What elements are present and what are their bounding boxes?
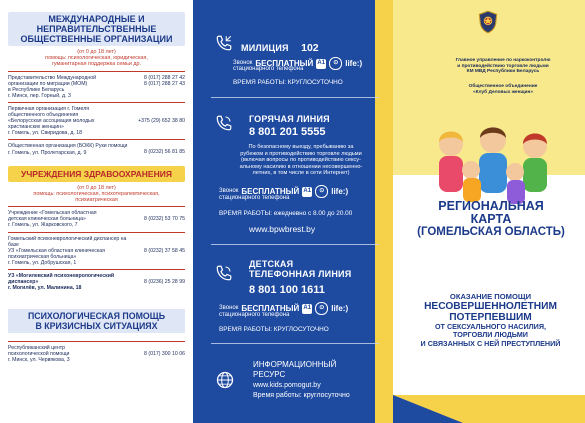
free-call-row: Звонок БЕСПЛАТНЫЙ A1 ⊙ life:)	[219, 304, 349, 313]
child-line-hours: ВРЕМЯ РАБОТЫ: КРУГЛОСУТОЧНО	[219, 326, 329, 333]
hotline-number: 8 801 201 5555	[249, 126, 326, 138]
org-entry: Первичная организация г. Гомеля общественного объединения «Белорусская ассоциация молодых христианских женщин» г. Гомель, ул. Свиридова, д. 18 +375 (29) 652 38 80	[8, 105, 185, 137]
phone-icon	[215, 114, 233, 132]
footer-accent	[393, 395, 463, 423]
left-panel	[0, 0, 193, 423]
globe-icon	[215, 370, 235, 390]
divider	[8, 269, 185, 270]
life-logo-icon: ⊙	[315, 302, 328, 315]
page-subtitle: ОКАЗАНИЕ ПОМОЩИ НЕСОВЕРШЕННОЛЕТНИМ ПОТЕРПЕВШИМ ОТ СЕКСУАЛЬНОГО НАСИЛИЯ, ТОРГОВЛИ ЛЮДЬМИ И СВЯЗАННЫХ С НЕЙ ПРЕСТУПЛЕНИЙ	[420, 292, 561, 348]
divider	[8, 102, 185, 103]
a1-logo-icon: A1	[316, 59, 326, 69]
info-hours: Время работы: круглосуточно	[253, 392, 350, 399]
life-logo-icon: ⊙	[329, 57, 342, 70]
divider	[211, 97, 379, 98]
hotline-hours: ВРЕМЯ РАБОТЫ: ежедневно с 8.00 до 20.00	[219, 210, 353, 217]
free-call-row: Звонок БЕСПЛАТНЫЙ A1 ⊙ life:)	[219, 187, 349, 196]
phone-icon	[215, 34, 233, 52]
hotline-description: По безопасному выезду, пребыванию за рубежом и противодействию торговле людьми (включая вопросы по противодействию сексу- альному насилию в отношении несовершенно- летних, в том числе в сети Интернет)	[239, 144, 363, 177]
section-header-health: УЧРЕЖДЕНИЯ ЗДРАВООХРАНЕНИЯ	[8, 166, 185, 182]
section-note: (от 0 до 18 лет) помощь: психологическая, психотерапевтическая, психиатрическая	[33, 184, 160, 204]
org-entry: Республиканский центр психологической помощи г. Минск, ул. Червякова, 3 8 (017) 300 10 06	[8, 345, 185, 364]
child-line-number: 8 801 100 1611	[249, 284, 325, 296]
section-header-ngos: МЕЖДУНАРОДНЫЕ И НЕПРАВИТЕЛЬСТВЕННЫЕ ОБЩЕСТВЕННЫЕ ОРГАНИЗАЦИИ	[8, 12, 185, 46]
police-block	[241, 38, 383, 56]
divider	[8, 71, 185, 72]
section-note: (от 0 до 18 лет) помощь: психологическая, юридическая, гуманитарная поддержка семьи др.	[45, 49, 148, 68]
org-entry: Общественная организация (БОКК) Руки помощи г. Гомель, ул. Пролетарская, д. 9 8 (0232) 56 81 85	[8, 143, 185, 156]
hotline-site-link[interactable]: www.bpwbrest.by	[249, 224, 316, 234]
life-logo-icon: ⊙	[315, 185, 328, 198]
free-call-row: Звонок БЕСПЛАТНЫЙ A1 ⊙ life:)	[233, 59, 363, 68]
org-entry: Учреждение «Гомельская областная детская клиническая больница» г. Гомель, ул. Жарковского, 7 8 (0232) 53 70 75	[8, 210, 185, 229]
right-panel	[393, 0, 585, 423]
divider	[211, 343, 379, 344]
police-number: 102	[301, 42, 319, 54]
section-header-crisis: ПСИХОЛОГИЧЕСКАЯ ПОМОЩЬ В КРИЗИСНЫХ СИТУАЦИЯХ	[8, 309, 185, 333]
org-entry: Гомельский психоневрологический диспансер на базе УЗ «Гомельская областная клиническая психиатрическая больница» г. Гомель, ул. Добрушская, 1 8 (0232) 37 58 45	[8, 235, 185, 266]
info-title: ИНФОРМАЦИОННЫЙ РЕСУРС	[253, 360, 337, 379]
divider	[8, 341, 185, 342]
phone-icon	[215, 264, 233, 282]
hotline-title: ГОРЯЧАЯ ЛИНИЯ	[249, 114, 330, 124]
info-site-link[interactable]: www.kids.pomogut.by	[253, 382, 321, 389]
divider	[211, 244, 379, 245]
a1-logo-icon: A1	[302, 187, 312, 197]
org-name: Главное управление по наркоконтролю и противодействию торговле людьми КМ МВД Республики Беларусь	[455, 58, 551, 75]
divider	[8, 232, 185, 233]
divider	[8, 206, 185, 207]
police-emblem-icon	[477, 10, 499, 34]
org2-name: Общественное объединение «Клуб Деловых женщин»	[468, 84, 538, 95]
org-entry: УЗ «Могилевский психоневрологический диспансер» г. Могилёв, ул. Малинина, 18 8 (0236) 25 28 99	[8, 273, 185, 292]
divider	[8, 139, 185, 140]
page-title: РЕГИОНАЛЬНАЯ КАРТА (ГОМЕЛЬСКАЯ ОБЛАСТЬ)	[417, 199, 565, 238]
a1-logo-icon: A1	[302, 304, 312, 314]
org-entry: Представительство Международной организации по миграции (МОМ) в Республике Беларусь г. Минск, пер. Горный, д. 3 8 (017) 288 27 42 8 (017) 288 27 43	[8, 74, 185, 99]
middle-panel: МИЛИЦИЯ 102 Звонок БЕСПЛАТНЫЙ A1 ⊙ life:) стационарного телефона ВРЕМЯ РАБОТЫ: КРУГЛОСУТОЧНО ГОРЯЧАЯ ЛИНИЯ 8 801 201 5555 По безопасному выезду, пребыванию за рубежом и противодействию торговле людьми (включая вопросы по противодействию сексу- альному насилию в отношении несовершенно- летних, в том числе в сети Интернет) Звонок БЕСПЛАТНЫЙ A1 ⊙ life:) стационарного телефона ВРЕМЯ РАБОТЫ: ежедневно с 8.00 до 20.00 www.bpwbrest.by ДЕТСКАЯ ТЕЛЕФОННАЯ ЛИНИЯ 8 801 100 1611 Звонок БЕСПЛАТНЫЙ A1 ⊙ life:) стационарного телефона ВРЕМЯ РАБОТЫ: КРУГЛОСУТОЧНО ИНФОРМАЦИОННЫЙ РЕСУРС www.kids.pomogut.by Время работы: круглосуточно	[193, 0, 393, 423]
child-line-title: ДЕТСКАЯ ТЕЛЕФОННАЯ ЛИНИЯ	[249, 259, 352, 279]
police-hours: ВРЕМЯ РАБОТЫ: КРУГЛОСУТОЧНО	[233, 79, 343, 86]
police-title: МИЛИЦИЯ	[241, 43, 289, 53]
